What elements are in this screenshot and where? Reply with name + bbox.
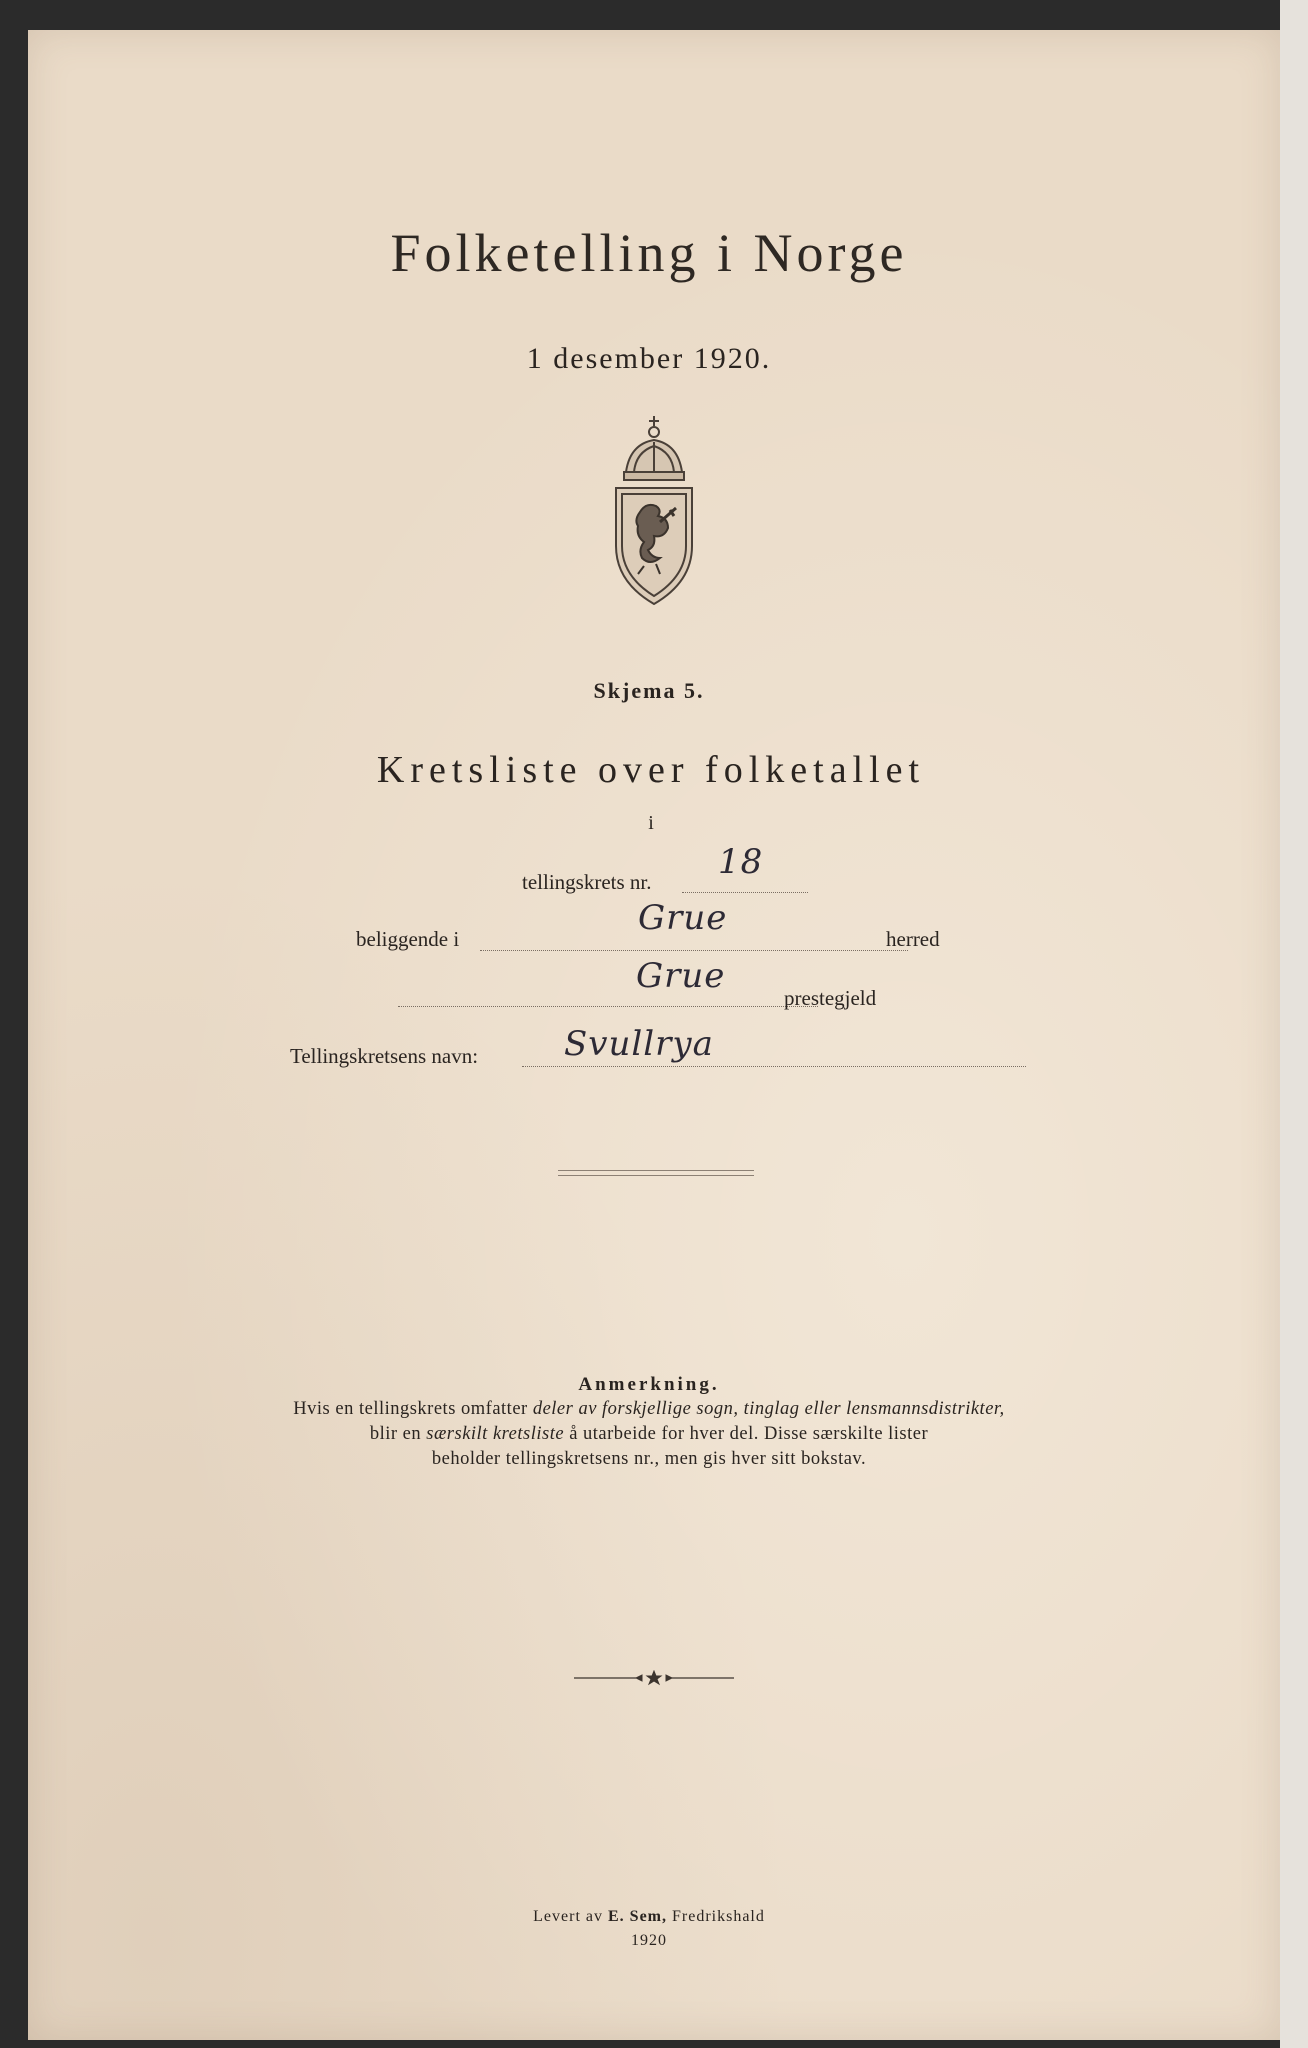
printer-year: 1920 [631,1932,667,1949]
schema-number: Skjema 5. [593,678,705,703]
scan-border [1280,0,1308,2048]
krets-number-line [682,892,808,893]
printer-location: Fredrikshald [666,1908,765,1925]
note-line-2-text-b: å utarbeide for hver del. Disse særskilte lister [564,1424,929,1444]
printer-name: E. Sem, [607,1908,667,1925]
note-title: Anmerkning. [578,1374,720,1395]
beliggende-label: beliggende i [356,927,460,951]
note-line-1-text: Hvis en tellingskrets omfatter [293,1399,533,1419]
note-line-1-emphasis: deler av forskjellige sogn, tinglag eller lensmannsdistrikter, [532,1399,1005,1419]
star-ornament-icon [574,1670,734,1686]
krets-name-value: Svullrya [564,1024,714,1064]
census-form-page [28,30,1280,2040]
prestegjeld-line [398,1006,818,1007]
section-divider [558,1170,754,1176]
herred-value: Grue [638,898,728,938]
printer-credit [533,1908,765,1926]
printer-credit-prefix: Levert av [533,1908,608,1925]
prestegjeld-label: prestegjeld [784,986,877,1010]
herred-label: herred [886,927,940,951]
preposition-text: i [648,812,654,834]
note-line-2 [370,1424,928,1445]
form-title: Folketelling i Norge [390,223,908,283]
beliggende-line [480,950,908,951]
note-line-1 [293,1399,1004,1420]
krets-name-label: Tellingskretsens navn: [290,1044,479,1068]
form-heading: Kretsliste over folketallet [376,749,926,791]
krets-number-value: 18 [718,842,764,882]
census-date: 1 desember 1920. [526,342,772,375]
note-line-2-text-a: blir en [369,1424,427,1444]
coat-of-arms-icon [604,410,704,610]
note-line-3: beholder tellingskretsens nr., men gis hver sitt bokstav. [431,1449,867,1469]
prestegjeld-value: Grue [636,956,726,996]
krets-name-line [522,1066,1026,1067]
note-line-2-emphasis: særskilt kretsliste [426,1424,565,1444]
krets-number-label: tellingskrets nr. [522,870,652,894]
